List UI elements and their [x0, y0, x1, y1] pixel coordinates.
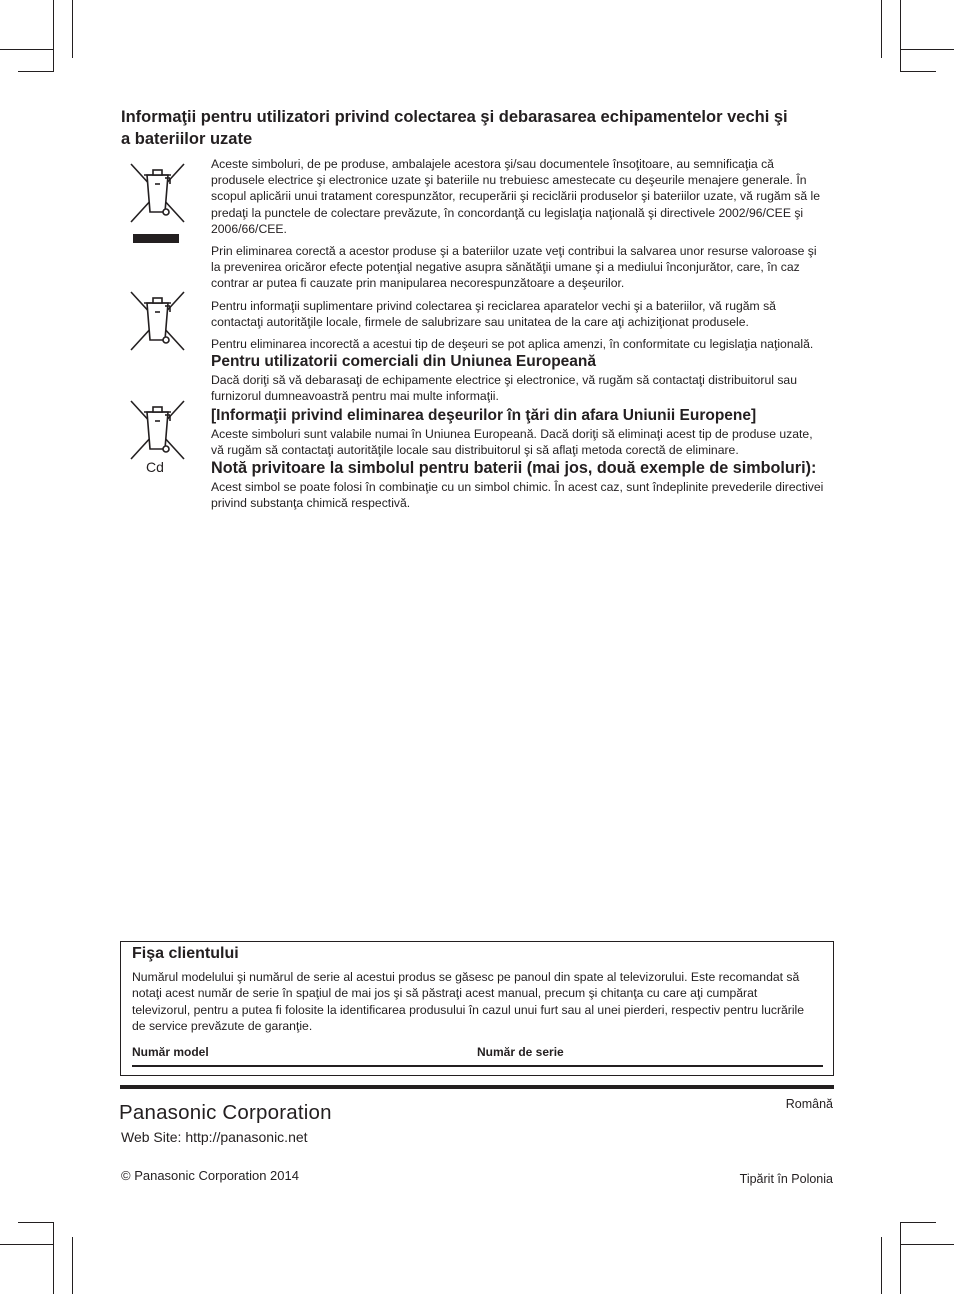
crop-mark — [900, 71, 936, 72]
crop-mark — [0, 49, 54, 50]
customer-record-box — [120, 941, 834, 1076]
crossed-wheeled-bin-icon — [129, 290, 186, 352]
crossed-wheeled-bin-icon — [129, 399, 186, 461]
customer-record-title: Fişa clientului — [132, 945, 239, 962]
printed-in-text: Tipărit în Polonia — [739, 1172, 833, 1186]
crop-mark — [72, 1237, 73, 1294]
title-line-1: Informaţii pentru utilizatori privind colectarea şi debarasarea echipamentelor vechi şi — [121, 108, 788, 126]
model-number-label: Număr model — [132, 1045, 209, 1059]
website-text: Web Site: http://panasonic.net — [121, 1129, 308, 1145]
crop-mark — [18, 71, 54, 72]
crop-mark — [18, 1222, 54, 1223]
bin-marker-bar — [133, 234, 179, 243]
section-heading: [Informaţii privind eliminarea deşeurilor în ţări din afara Uniunii Europene] — [211, 406, 757, 424]
customer-record-text: Numărul modelului şi numărul de serie al acestui produs se găsesc pe panoul din spate al televizorului. Este recomandat să notaţi acest număr de serie în spaţiul de mai jos şi să păstraţi acest manual, precum şi chitanţa cu care aţi cumpărat televizorul, pentru a putea fi folosite la identificarea produsului în cazul unui furt sau al unei pierderi, respectiv pentru lucrările de service prevăzute de garanţie. — [132, 970, 805, 1034]
paragraph: Aceste simboluri, de pe produse, ambalajele acestora şi/sau documentele însoţitoare, au semnificaţia că produsele electrice şi electronice uzate şi bateriile nu trebuiesc amestecate cu deşeurile menajere generale. În scopul aplicării unui tratament corespunzător, recuperării şi reciclării produselor şi bateriilor uzate, vă rugăm să le predaţi la punctele de colectare prevăzute, în concordanţă cu legislaţia naţională şi directivele 2002/96/CEE şi 2006/66/CEE. — [211, 157, 820, 236]
crop-mark — [900, 1222, 901, 1294]
paragraph: Dacă doriţi să vă debarasaţi de echipamente electrice şi electronice, vă rugăm să contactaţi distribuitorul sau furnizorul dumneavoastră pentru mai multe informaţii. — [211, 373, 797, 404]
chemical-symbol: Cd — [146, 459, 164, 475]
title-line-2: a bateriilor uzate — [121, 130, 253, 148]
crop-mark — [900, 1244, 954, 1245]
crop-mark — [53, 1222, 54, 1294]
paragraph: Pentru eliminarea incorectă a acestui tip de deşeuri se pot aplica amenzi, în conformitate cu legislaţia naţională. — [211, 337, 814, 352]
write-in-line — [132, 1065, 823, 1067]
disposal-info-text — [211, 156, 827, 517]
section-heading: Pentru utilizatorii comerciali din Uniunea Europeană — [211, 353, 596, 371]
crop-mark — [881, 1237, 882, 1294]
footer-divider — [120, 1085, 834, 1089]
section-heading: Notă privitoare la simbolul pentru baterii (mai jos, două exemple de simboluri): — [211, 459, 817, 478]
crop-mark — [881, 0, 882, 58]
paragraph: Pentru informaţii suplimentare privind colectarea şi reciclarea aparatelor vechi şi a bateriilor, vă rugăm să contactaţi autorităţile locale, firmele de salubrizare sau unitatea de la care aţi achiziţionat produsele. — [211, 298, 776, 329]
crop-mark — [900, 0, 901, 72]
crop-mark — [53, 0, 54, 72]
paragraph: Acest simbol se poate folosi în combinaţie cu un simbol chimic. În acest caz, sunt îndeplinite prevederile directivei privind substanţa chimică respectivă. — [211, 480, 824, 511]
crop-mark — [900, 49, 954, 50]
brand-logo: Panasonic Corporation — [119, 1101, 332, 1124]
crossed-wheeled-bin-icon — [129, 162, 186, 224]
serial-number-label: Număr de serie — [477, 1045, 564, 1059]
language-label: Română — [785, 1097, 833, 1111]
crop-mark — [900, 1222, 936, 1223]
copyright-text: © Panasonic Corporation 2014 — [121, 1168, 299, 1183]
crop-mark — [0, 1244, 54, 1245]
page-title — [121, 106, 833, 150]
paragraph: Aceste simboluri sunt valabile numai în Uniunea Europeană. Dacă doriţi să eliminaţi acest tip de produse uzate, vă rugăm să contactaţi autorităţile locale sau distribuitorul şi să aflaţi metoda corectă de eliminare. — [211, 426, 813, 457]
paragraph: Prin eliminarea corectă a acestor produse şi a bateriilor uzate veţi contribui la salvarea unor resurse valoroase şi la prevenirea oricăror efecte potenţial negative asupra sănătăţii umane şi a mediului înconjurător, care, în caz contrar ar putea fi cauzate prin manipularea necorespunzătoare a deşeurilor. — [211, 244, 817, 291]
crop-mark — [72, 0, 73, 58]
